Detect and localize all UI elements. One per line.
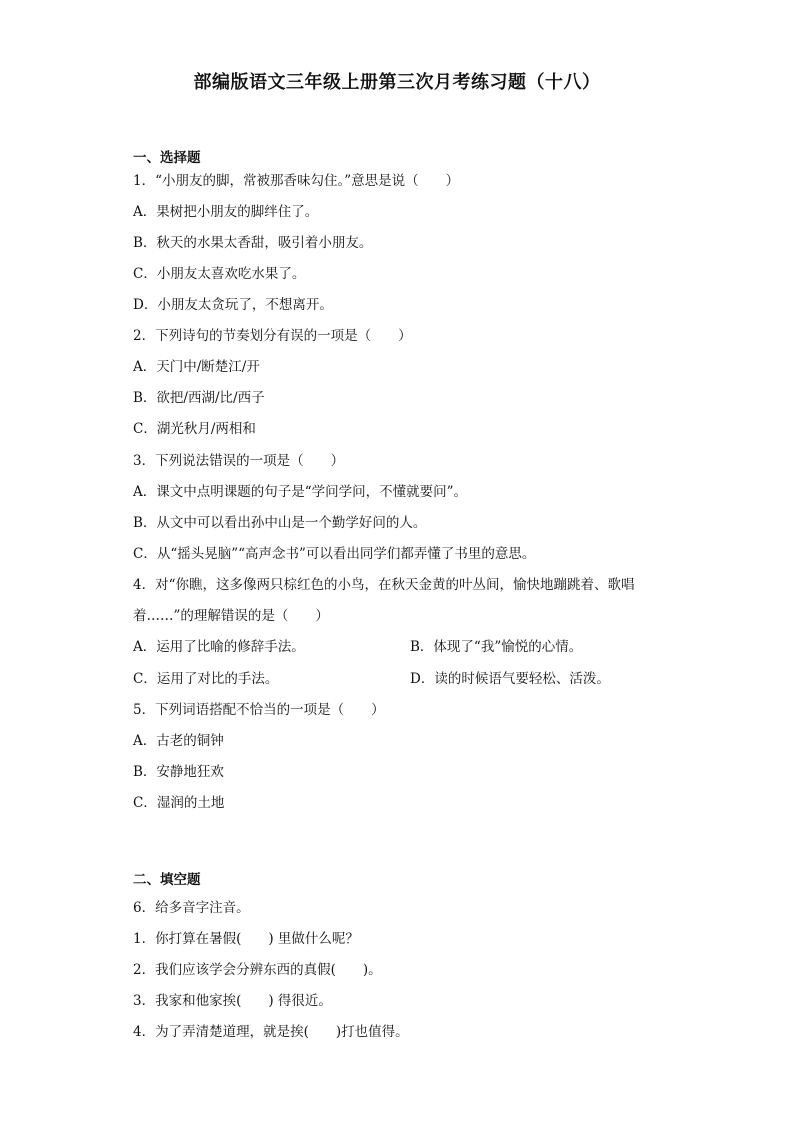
question-2-option-c: C．湖光秋月/两相和 [133,421,256,437]
question-1-option-d: D．小朋友太贪玩了，不想离开。 [133,297,333,313]
question-2-stem: 2．下列诗句的节奏划分有误的一项是（ ） [133,328,412,344]
question-3-option-a: A．课文中点明课题的句子是“学问学问，不懂就要问”。 [133,484,468,500]
question-5-option-b: B．安静地狂欢 [133,764,224,780]
question-6-stem: 6．给多音字注音。 [133,900,250,916]
question-5-option-a: A．古老的铜钟 [133,733,224,749]
question-6-item-1: 1．你打算在暑假( ) 里做什么呢？ [133,931,359,947]
question-1-option-c: C．小朋友太喜欢吃水果了。 [133,266,306,282]
question-6-item-4: 4．为了弄清楚道理，就是挨( )打也值得。 [133,1024,409,1040]
question-4-option-d: D．读的时候语气要轻松、活泼。 [410,671,610,687]
question-3-option-c: C．从“摇头晃脑”“高声念书”可以看出同学们都弄懂了书里的意思。 [133,546,536,562]
question-1-option-b: B．秋天的水果太香甜，吸引着小朋友。 [133,235,373,251]
question-5-option-c: C．湿润的土地 [133,795,225,811]
question-6-item-2: 2．我们应该学会分辨东西的真假( )。 [133,962,382,978]
question-2-option-a: A．天门中/断楚江/开 [133,359,260,375]
question-4-stem-line-1: 4．对“你瞧，这多像两只棕红色的小鸟，在秋天金黄的叶丛间，愉快地蹦跳着、歌唱 [133,577,635,593]
section-heading-choice: 一、选择题 [133,150,201,166]
question-4-option-c: C．运用了对比的手法。 [133,671,279,687]
question-3-stem: 3．下列说法错误的一项是（ ） [133,453,345,469]
question-5-stem: 5．下列词语搭配不恰当的一项是（ ） [133,702,385,718]
question-3-option-b: B．从文中可以看出孙中山是一个勤学好问的人。 [133,515,427,531]
question-4-option-a: A．运用了比喻的修辞手法。 [133,639,305,655]
question-2-option-b: B．欲把/西湖/比/西子 [133,390,265,406]
question-1-stem: 1．“小朋友的脚，常被那香味勾住。”意思是说（ ） [133,173,460,189]
question-4-stem-line-2: 着……”的理解错误的是（ ） [133,608,329,624]
question-1-option-a: A．果树把小朋友的脚绊住了。 [133,204,319,220]
section-heading-fill-in: 二、填空题 [133,872,201,888]
question-6-item-3: 3．我家和他家挨( ) 得很近。 [133,993,332,1009]
page-title: 部编版语文三年级上册第三次月考练习题（十八） [193,72,601,93]
question-4-option-b: B．体现了“我”愉悦的心情。 [410,639,583,655]
